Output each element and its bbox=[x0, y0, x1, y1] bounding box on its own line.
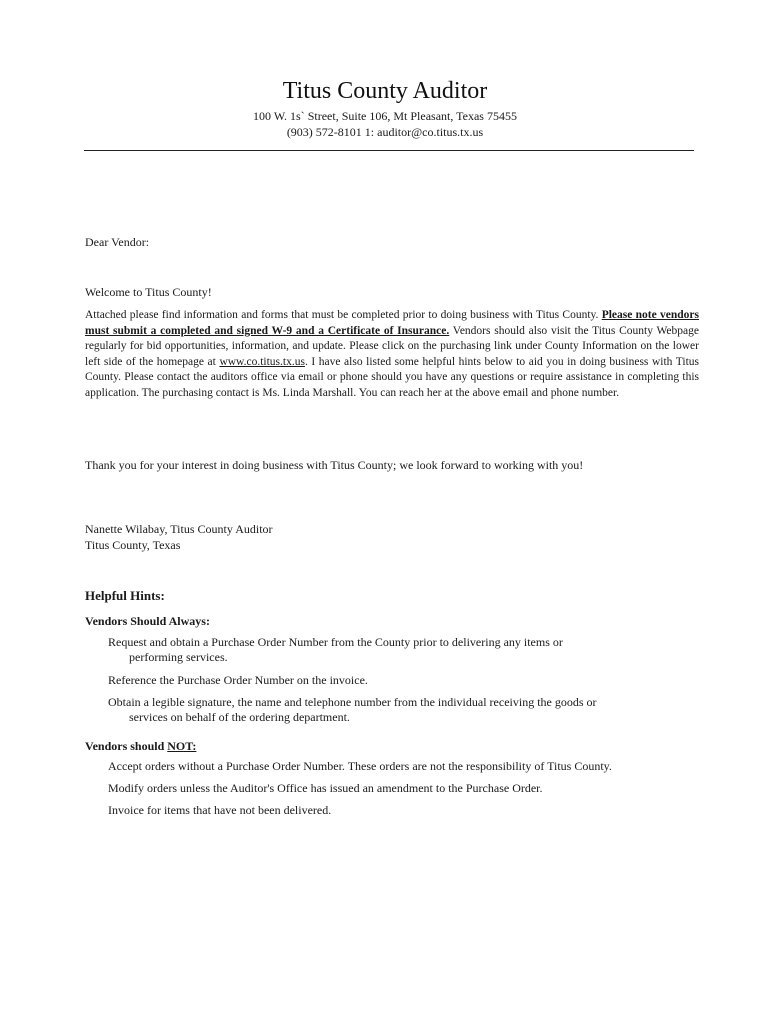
thanks-line: Thank you for your interest in doing business with Titus County; we look forward to working with you! bbox=[85, 458, 584, 472]
salutation: Dear Vendor: bbox=[85, 235, 150, 249]
always-item-3-line1: Obtain a legible signature, the name and telephone number from the individual receiving the goods or bbox=[108, 695, 597, 709]
letterhead-contact: (903) 572-8101 1: auditor@co.titus.tx.us bbox=[286, 125, 484, 139]
not-heading-emphasis: NOT: bbox=[167, 739, 197, 753]
helpful-hints-heading: Helpful Hints: bbox=[85, 588, 165, 603]
always-item-3 bbox=[108, 695, 668, 725]
letterhead-divider bbox=[84, 150, 694, 151]
not-heading bbox=[85, 738, 196, 754]
not-item-2: Modify orders unless the Auditor's Office has issued an amendment to the Purchase Order. bbox=[108, 781, 543, 795]
always-item-1-line2: performing services. bbox=[129, 650, 228, 664]
website-link[interactable]: www.co.titus.tx.us bbox=[219, 355, 305, 368]
letterhead-address: 100 W. 1s` Street, Suite 106, Mt Pleasant, Texas 75455 bbox=[253, 109, 517, 123]
always-item-2-line1: Reference the Purchase Order Number on the invoice. bbox=[108, 673, 368, 687]
welcome-line: Welcome to Titus County! bbox=[85, 285, 212, 299]
not-heading-prefix: Vendors should bbox=[85, 739, 168, 753]
body-paragraph bbox=[85, 308, 699, 402]
body-text-2: Vendors should also visit the Titus County Webpage regularly for bid opportunities, information, and update. Please click on the purchasing link under County Information on the lower left side of the homepage at bbox=[85, 324, 699, 368]
always-item-1 bbox=[108, 635, 668, 665]
signature-location: Titus County, Texas bbox=[85, 538, 181, 552]
not-item-1: Accept orders without a Purchase Order Number. These orders are not the responsibility of Titus County. bbox=[108, 759, 612, 773]
body-text-3: . I have also listed some helpful hints below to aid you in doing business with Titus County. Please contact the auditors office via email or phone should you have any questions or require assistance in completing this application. The purchasing contact is Ms. Linda Marshall. You can reach her at the above email and phone number. bbox=[85, 355, 699, 399]
body-required-docs: Please note vendors must submit a completed and signed W-9 and a Certificate of Insurance. bbox=[85, 309, 699, 337]
always-item-1-line1: Request and obtain a Purchase Order Number from the County prior to delivering any items or bbox=[108, 635, 563, 649]
letterhead bbox=[0, 76, 770, 140]
always-item-2 bbox=[108, 673, 668, 688]
always-heading: Vendors Should Always: bbox=[85, 614, 210, 628]
letterhead-title: Titus County Auditor bbox=[282, 78, 488, 104]
not-item-3: Invoice for items that have not been delivered. bbox=[108, 803, 332, 817]
signature-name: Nanette Wilabay, Titus County Auditor bbox=[85, 522, 273, 536]
body-text-1: Attached please find information and forms that must be completed prior to doing business with Titus County. bbox=[85, 309, 602, 321]
always-item-3-line2: services on behalf of the ordering department. bbox=[129, 710, 350, 724]
